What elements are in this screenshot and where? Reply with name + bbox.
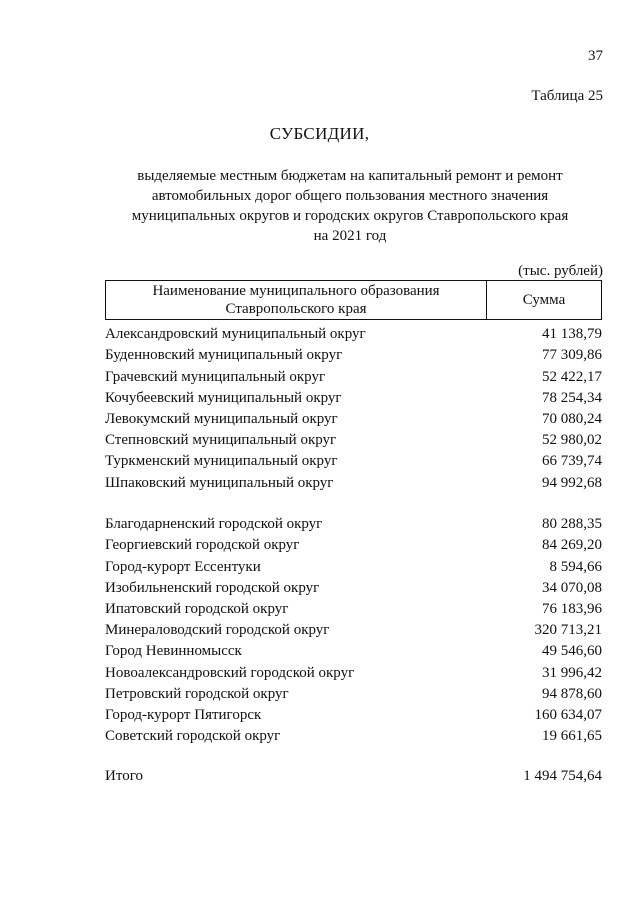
table-label: Таблица 25	[531, 88, 603, 104]
total-value: 1 494 754,64	[523, 768, 602, 785]
total-label: Итого	[105, 768, 143, 785]
document-title: СУБСИДИИ,	[269, 124, 370, 143]
table-row	[105, 576, 602, 597]
units-label: (тыс. рублей)	[518, 263, 603, 279]
header-name-column	[106, 281, 487, 319]
table-header	[105, 280, 602, 320]
row-name: Петровский городской округ	[105, 685, 289, 702]
table-row	[105, 764, 602, 785]
row-value: 320 713,21	[534, 622, 602, 639]
row-value: 34 070,08	[542, 579, 602, 596]
row-value: 52 422,17	[542, 368, 602, 385]
row-name: Александровский муниципальный округ	[105, 326, 366, 343]
row-value: 41 138,79	[542, 326, 602, 343]
row-value: 84 269,20	[542, 537, 602, 554]
row-value: 77 309,86	[542, 347, 602, 364]
row-name: Левокумский муниципальный округ	[105, 410, 338, 427]
page-number: 37	[588, 48, 603, 64]
table-row	[105, 364, 602, 385]
table-row	[105, 618, 602, 639]
row-value: 52 980,02	[542, 432, 602, 449]
table-row	[105, 639, 602, 660]
subtitle-line: муниципальных округов и городских округов Ставропольского края	[131, 208, 569, 224]
table-row	[105, 660, 602, 681]
row-name: Советский городской округ	[105, 728, 281, 745]
row-name: Георгиевский городской округ	[105, 537, 300, 554]
row-value: 49 546,60	[542, 643, 602, 660]
row-value: 66 739,74	[542, 453, 602, 470]
table-row	[105, 449, 602, 470]
header-name-line: Ставропольского края	[225, 301, 367, 317]
table-row	[105, 703, 602, 724]
row-value: 76 183,96	[542, 600, 602, 617]
table-row	[105, 407, 602, 428]
row-name: Степновский муниципальный округ	[105, 432, 337, 449]
row-name: Город-курорт Пятигорск	[105, 706, 262, 723]
municipal-districts-list	[105, 322, 602, 492]
document-subtitle	[100, 166, 600, 246]
row-name: Грачевский муниципальный округ	[105, 368, 326, 385]
city-districts-list	[105, 512, 602, 745]
row-name: Новоалександровский городской округ	[105, 664, 355, 681]
table-row	[105, 533, 602, 554]
header-name-line: Наименование муниципального образования	[152, 283, 440, 299]
row-value: 78 254,34	[542, 389, 602, 406]
row-value: 80 288,35	[542, 516, 602, 533]
row-name: Буденновский муниципальный округ	[105, 347, 343, 364]
table-row	[105, 470, 602, 491]
row-value: 94 992,68	[542, 474, 602, 491]
subtitle-line: на 2021 год	[313, 228, 387, 244]
table-row	[105, 343, 602, 364]
table-row	[105, 428, 602, 449]
row-name: Ипатовский городской округ	[105, 600, 289, 617]
total-row	[105, 764, 602, 785]
row-name: Туркменский муниципальный округ	[105, 453, 338, 470]
row-value: 19 661,65	[542, 728, 602, 745]
row-name: Изобильненский городской округ	[105, 579, 320, 596]
row-name: Город-курорт Ессентуки	[105, 558, 261, 575]
row-name: Благодарненский городской округ	[105, 516, 323, 533]
subtitle-line: выделяемые местным бюджетам на капитальный ремонт и ремонт	[137, 168, 563, 184]
table-row	[105, 554, 602, 575]
row-name: Кочубеевский муниципальный округ	[105, 389, 342, 406]
row-value: 70 080,24	[542, 410, 602, 427]
row-name: Минераловодский городской округ	[105, 622, 330, 639]
table-row	[105, 512, 602, 533]
row-value: 160 634,07	[534, 706, 602, 723]
table-row	[105, 386, 602, 407]
table-row	[105, 724, 602, 745]
row-name: Город Невинномысск	[105, 643, 242, 660]
row-value: 94 878,60	[542, 685, 602, 702]
subtitle-line: автомобильных дорог общего пользования местного значения	[151, 188, 549, 204]
table-row	[105, 682, 602, 703]
table-row	[105, 597, 602, 618]
row-value: 8 594,66	[549, 558, 602, 575]
row-value: 31 996,42	[542, 664, 602, 681]
header-sum-column: Сумма	[522, 291, 566, 308]
row-name: Шпаковский муниципальный округ	[105, 474, 334, 491]
table-row	[105, 322, 602, 343]
